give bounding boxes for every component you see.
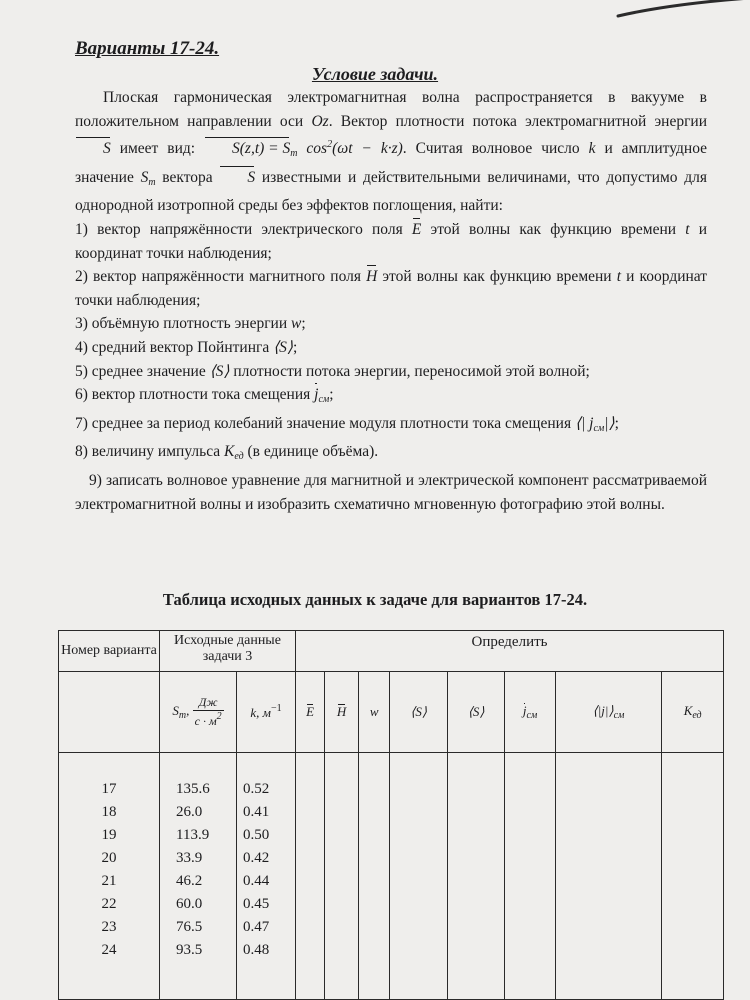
table-cell: 60.0 xyxy=(176,896,203,912)
col-E: E xyxy=(296,672,325,753)
data-table xyxy=(58,630,724,1000)
empty-cell xyxy=(296,753,325,1000)
table-cell: 21 xyxy=(101,873,117,889)
task-item-4: 4) средний вектор Пойнтинга ⟨S⟩; xyxy=(75,338,298,356)
task-item-7: 7) среднее за период колебаний значение модуля плотности тока смещения ⟨| $j_{см}|⟩$; xyxy=(75,414,619,434)
header-sm: $S_m$, $\frac{Дж}{с \cdot м^2}$ xyxy=(160,672,237,753)
table-cell: 20 xyxy=(101,850,117,866)
task-item-2: 2) вектор напряжённости магнитного поля H этой волны как функцию времени t и координат точки наблюдения; xyxy=(75,265,707,312)
empty-cell xyxy=(325,753,359,1000)
task-item-5: 5) среднее значение ⟨S⟩ плотности потока энергии, переносимой этой волной; xyxy=(75,362,590,380)
empty-cell xyxy=(447,753,504,1000)
empty-cell xyxy=(662,753,724,1000)
table-cell: 0.48 xyxy=(243,942,270,958)
table-cell: 23 xyxy=(101,919,117,935)
table-cell: 0.52 xyxy=(243,781,270,797)
k-values xyxy=(237,753,296,1000)
col-j-avg: $⟨|j|⟩_{см}$ xyxy=(555,672,662,753)
task-item-3: 3) объёмную плотность энергии w; xyxy=(75,315,306,333)
header-variant-number: Номер варианта xyxy=(59,631,160,672)
problem-statement: Плоская гармоническая электромагнитная волна распространяется в вакууме в положительном направлении оси Oz. Вектор плотности потока электромагнитной энергии S имеет вид: $S(z,t) = S_m$ $\cos^2(\omega t - k\cdot z)$. Считая волновое число k и амплитудное значение $S_m$ вектора S известными и действительными величинами, что допустимо для однородной изотропной среды без эффектов поглощения, найти: xyxy=(75,89,708,215)
header-variant-spacer xyxy=(59,672,160,753)
table-cell: 18 xyxy=(101,804,117,820)
task-item-8: 8) величину импульса $K_{ед}$ (в единице объёма). xyxy=(75,443,379,463)
header-source-data: Исходные данные задачи 3 xyxy=(160,631,296,672)
col-S-vec-avg: ⟨S⟩ xyxy=(390,672,447,753)
col-H: H xyxy=(325,672,359,753)
table-title: Таблица исходных данных к задаче для вариантов 17-24. xyxy=(162,590,588,609)
empty-cell xyxy=(505,753,555,1000)
condition-title: Условие задачи. xyxy=(311,64,439,84)
sm-values xyxy=(160,753,237,1000)
pen-mark xyxy=(610,0,750,20)
table-cell: 33.9 xyxy=(176,850,203,866)
table-cell: 93.5 xyxy=(176,942,203,958)
col-K: $K_{ед}$ xyxy=(662,672,724,753)
col-w: w xyxy=(358,672,389,753)
table-cell: 46.2 xyxy=(176,873,203,889)
header-k: k, $м^{-1}$ xyxy=(237,672,296,753)
variants-title: Варианты 17-24. xyxy=(75,38,220,59)
empty-cell xyxy=(555,753,662,1000)
table-cell: 76.5 xyxy=(176,919,203,935)
col-S-avg: ⟨S⟩ xyxy=(447,672,504,753)
header-determine: Определить xyxy=(296,631,724,672)
table-cell: 0.45 xyxy=(243,896,270,912)
task-item-1: 1) вектор напряжённости электрического поля E этой волны как функцию времени t и координат точки наблюдения; xyxy=(75,218,707,265)
table-cell: 0.42 xyxy=(243,850,270,866)
col-j: $j_{см}$ xyxy=(505,672,555,753)
table-cell: 19 xyxy=(101,827,117,843)
table-cell: 0.50 xyxy=(243,827,270,843)
table-cell: 26.0 xyxy=(176,804,203,820)
problem-text xyxy=(75,86,707,516)
task-item-9: 9) записать волновое уравнение для магнитной и электрической компонент рассматриваемой электромагнитной волны и изобразить схематично мгновенную фотографию этой волны. xyxy=(75,471,707,513)
table-cell: 22 xyxy=(101,896,117,912)
table-cell: 17 xyxy=(101,781,117,797)
variant-numbers xyxy=(59,753,160,1000)
task-item-6: 6) вектор плотности тока смещения $j_{см}$; xyxy=(75,383,707,412)
table-cell: 0.47 xyxy=(243,919,270,935)
empty-cell xyxy=(390,753,447,1000)
table-cell: 113.9 xyxy=(176,827,210,843)
table-cell: 24 xyxy=(101,942,117,958)
empty-cell xyxy=(358,753,389,1000)
table-cell: 0.44 xyxy=(243,873,270,889)
table-cell: 0.41 xyxy=(243,804,270,820)
table-cell: 135.6 xyxy=(176,781,210,797)
